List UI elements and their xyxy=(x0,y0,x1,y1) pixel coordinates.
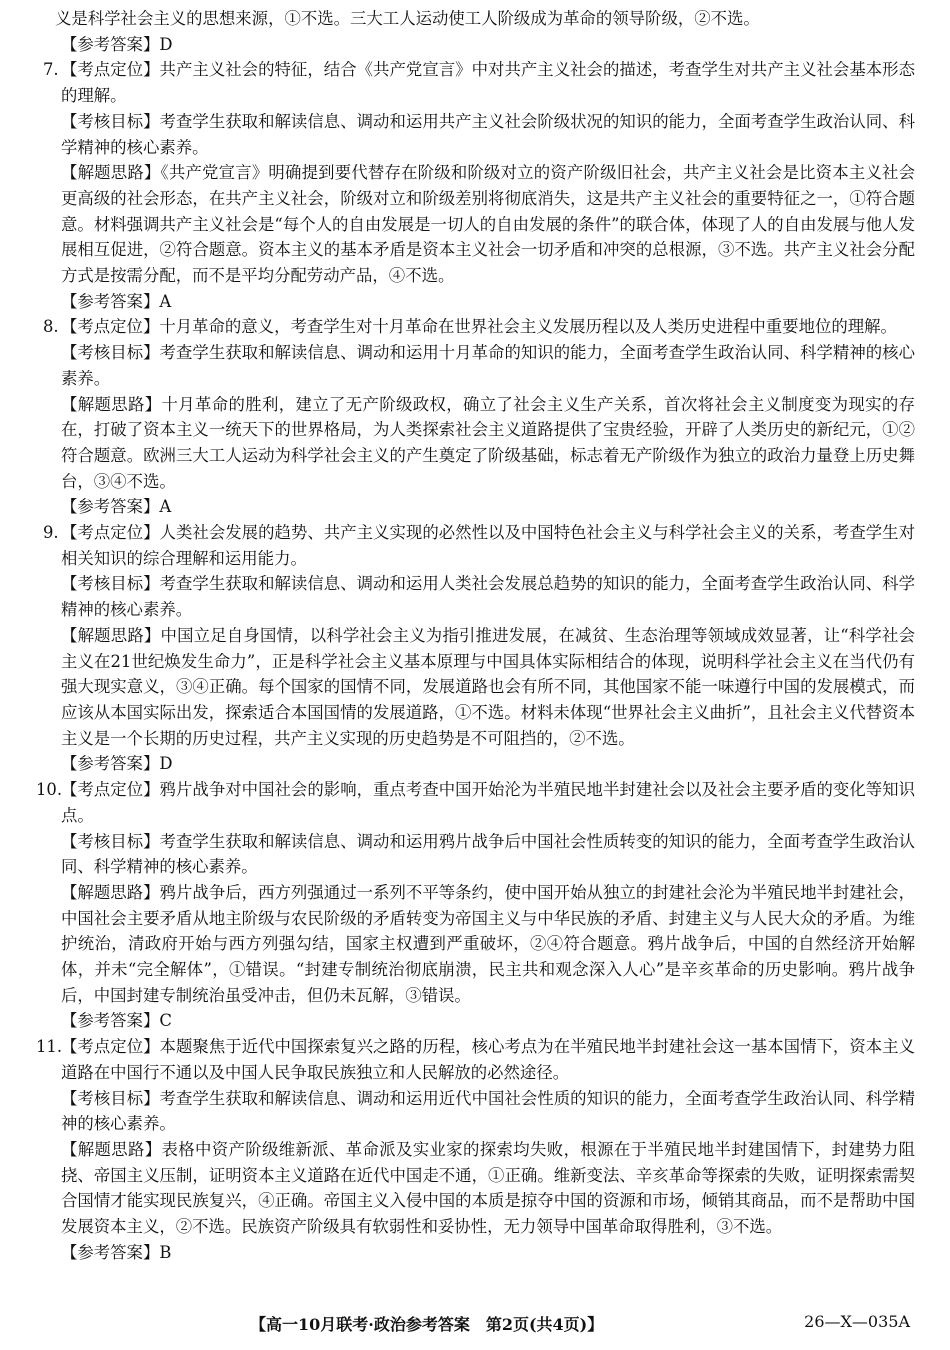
question-7 xyxy=(43,57,915,314)
lead-answer: 【参考答案】D xyxy=(61,34,173,54)
q11-goal: 【考核目标】考查学生获取和解读信息、调动和运用近代中国社会性质的知识的能力，全面考查学生政治认同、科学精神的核心素养。 xyxy=(61,1088,915,1134)
footer-title: 【高一10月联考·政治参考答案 第2页(共4页)】 xyxy=(250,1315,604,1334)
question-11 xyxy=(36,1034,915,1265)
q8-locate-text: 【考点定位】十月革命的意义，考查学生对十月革命在世界社会主义发展历程以及人类历史进程中重要地位的理解。 xyxy=(61,317,897,337)
page-content xyxy=(36,6,915,1265)
lead-text: 义是科学社会主义的思想来源，①不选。三大工人运动使工人阶级成为革命的领导阶级，②不选。 xyxy=(55,9,760,28)
q9-locate xyxy=(43,520,915,571)
q10-number: 10. xyxy=(36,780,63,800)
footer-code: 26—X—035A xyxy=(804,1312,910,1331)
q10-goal: 【考核目标】考查学生获取和解读信息、调动和运用鸦片战争后中国社会性质转变的知识的能力，全面考查学生政治认同、科学精神的核心素养。 xyxy=(61,831,915,877)
q7-locate-text: 【考点定位】共产主义社会的特征，结合《共产党宣言》中对共产主义社会的描述，考查学生对共产主义社会基本形态的理解。 xyxy=(61,60,915,106)
q8-goal: 【考核目标】考查学生获取和解读信息、调动和运用十月革命的知识的能力，全面考查学生政治认同、科学精神的核心素养。 xyxy=(61,343,915,388)
page-footer xyxy=(0,1312,950,1338)
q10-locate xyxy=(36,777,915,828)
q9-locate-text: 【考点定位】人类社会发展的趋势、共产主义实现的必然性以及中国特色社会主义与科学社会主义的关系，考查学生对相关知识的综合理解和运用能力。 xyxy=(61,523,915,568)
q9-answer: 【参考答案】D xyxy=(61,754,173,774)
q7-number: 7. xyxy=(43,60,59,80)
q7-answer: 【参考答案】A xyxy=(61,291,172,311)
q11-locate xyxy=(36,1034,915,1085)
q11-locate-text: 【考点定位】本题聚焦于近代中国探索复兴之路的历程，核心考点为在半殖民地半封建社会这一基本国情下，资本主义道路在中国行不通以及中国人民争取民族独立和人民解放的必然途径。 xyxy=(61,1037,915,1082)
q11-answer: 【参考答案】B xyxy=(61,1242,172,1262)
q8-answer: 【参考答案】A xyxy=(61,497,172,517)
q8-locate xyxy=(43,314,915,340)
q11-number: 11. xyxy=(36,1037,63,1057)
q7-locate xyxy=(43,57,915,108)
q8-number: 8. xyxy=(43,317,59,337)
q10-reasoning: 【解题思路】鸦片战争后，西方列强通过一系列不平等条约，使中国开始从独立的封建社会沦为半殖民地半封建社会，中国社会主要矛盾从地主阶级与农民阶级的矛盾转变为帝国主义与中华民族的矛盾、封建主义与人民大众的矛盾。为维护统治，清政府开始与西方列强勾结，国家主权遭到严重破坏，②④符合题意。鸦片战争后，中国的自然经济开始解体，并未“完全解体”，①错误。“封建专制统治彻底崩溃，民主共和观念深入人心”是辛亥革命的历史影响。鸦片战争后，中国封建专制统治虽受冲击，但仍未瓦解，③错误。 xyxy=(61,882,915,1005)
q7-goal: 【考核目标】考查学生获取和解读信息、调动和运用共产主义社会阶级状况的知识的能力，全面考查学生政治认同、科学精神的核心素养。 xyxy=(61,111,915,157)
q9-goal: 【考核目标】考查学生获取和解读信息、调动和运用人类社会发展总趋势的知识的能力，全面考查学生政治认同、科学精神的核心素养。 xyxy=(61,574,915,620)
q9-number: 9. xyxy=(43,523,59,543)
q11-reasoning: 【解题思路】表格中资产阶级维新派、革命派及实业家的探索均失败，根源在于半殖民地半封建国情下，封建势力阻挠、帝国主义压制，证明资本主义道路在近代中国走不通，①正确。维新变法、辛亥革命等探索的失败，证明探索需契合国情才能实现民族复兴，④正确。帝国主义入侵中国的本质是掠夺中国的资源和市场，倾销其商品，而不是帮助中国发展资本主义，②不选。民族资产阶级具有软弱性和妥协性，无力领导中国革命取得胜利，③不选。 xyxy=(61,1139,915,1237)
question-9 xyxy=(43,520,915,777)
q8-reasoning: 【解题思路】十月革命的胜利，建立了无产阶级政权，确立了社会主义生产关系，首次将社会主义制度变为现实的存在，打破了资本主义一统天下的世界格局，为人类探索社会主义道路提供了宝贵经验，开辟了人类历史的新纪元，①②符合题意。欧洲三大工人运动为科学社会主义的产生奠定了阶级基础，标志着无产阶级作为独立的政治力量登上历史舞台，③④不选。 xyxy=(61,394,915,491)
q7-reasoning: 【解题思路】《共产党宣言》明确提到要代替存在阶级和阶级对立的资产阶级旧社会，共产主义社会是比资本主义社会更高级的社会形态，在共产主义社会，阶级对立和阶级差别将彻底消失，这是共产主义社会的重要特征之一，①符合题意。材料强调共产主义社会是“每个人的自由发展是一切人的自由发展的条件”的联合体，体现了人的自由发展与他人发展相互促进，②符合题意。资本主义的基本矛盾是资本主义社会一切矛盾和冲突的总根源，③不选。共产主义社会分配方式是按需分配，而不是平均分配劳动产品，④不选。 xyxy=(61,163,915,286)
question-8 xyxy=(43,314,915,520)
q9-reasoning: 【解题思路】中国立足自身国情，以科学社会主义为指引推进发展，在减贫、生态治理等领域成效显著，让“科学社会主义在21世纪焕发生命力”，正是科学社会主义基本原理与中国具体实际相结合的体现，说明科学社会主义在当代仍有强大现实意义，③④正确。每个国家的国情不同，发展道路也会有所不同，其他国家不能一味遵行中国的发展模式，而应该从本国实际出发，探索适合本国国情的发展道路，①不选。材料未体现“世界社会主义曲折”，且社会主义代替资本主义是一个长期的历史过程，共产主义实现的历史趋势是不可阻挡的，②不选。 xyxy=(61,625,915,748)
q10-locate-text: 【考点定位】鸦片战争对中国社会的影响，重点考查中国开始沦为半殖民地半封建社会以及社会主要矛盾的变化等知识点。 xyxy=(61,780,915,825)
q10-answer: 【参考答案】C xyxy=(61,1011,172,1031)
question-10 xyxy=(36,777,915,1034)
